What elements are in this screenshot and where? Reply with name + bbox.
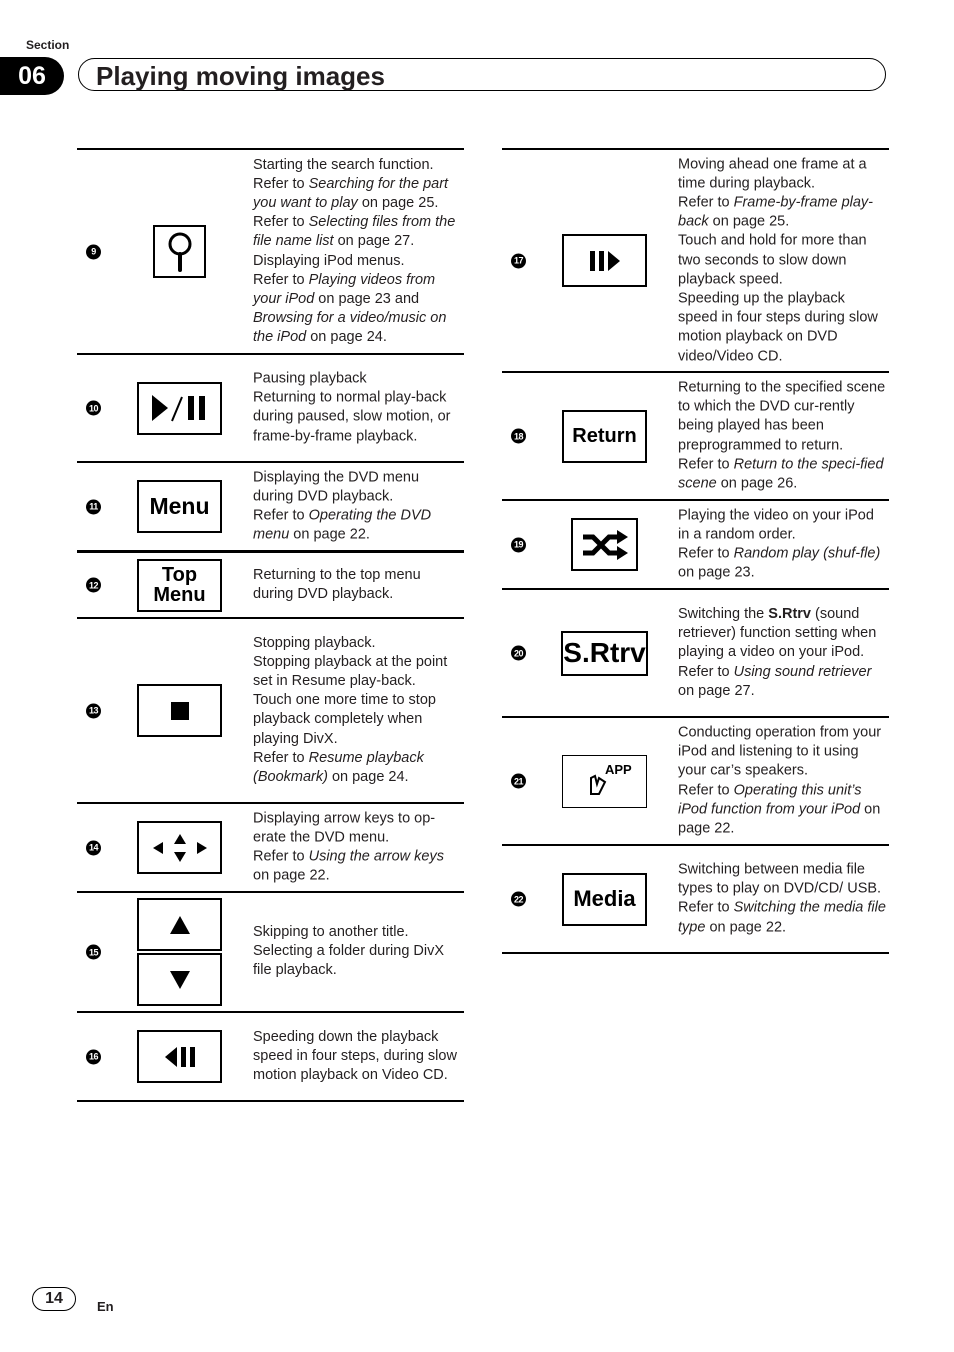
item-number: 21 <box>511 774 526 789</box>
item-number: 16 <box>86 1049 101 1064</box>
menu-button[interactable]: Menu <box>137 480 222 533</box>
slow-reverse-icon[interactable] <box>137 1030 222 1083</box>
item-number: 10 <box>86 401 101 416</box>
item-number: 14 <box>86 840 101 855</box>
page-title: Playing moving images <box>96 61 385 91</box>
row-description: Switching the S.Rtrv (sound retriever) function setting when playing a video on your iPod. Refer to Using sound retriever on page 27. <box>678 605 877 699</box>
media-button[interactable]: Media <box>562 873 647 926</box>
language-label: En <box>97 1299 114 1314</box>
item-number: 12 <box>86 578 101 593</box>
item-number: 22 <box>511 892 526 907</box>
table-row <box>77 550 464 617</box>
table-row <box>502 716 889 844</box>
sound-retriever-button[interactable]: S.Rtrv <box>561 631 647 676</box>
row-description: Skipping to another title. Selecting a folder during DivX file playback. <box>253 924 445 979</box>
row-description: Switching between media file types to play on DVD/CD/ USB. Refer to Switching the media file type on page 22. <box>678 861 886 936</box>
row-description: Displaying arrow keys to op-erate the DVD menu. Refer to Using the arrow keys on page 22. <box>253 810 444 884</box>
row-description: Returning to the top menu during DVD playback. <box>253 566 421 602</box>
stop-icon[interactable] <box>137 684 222 737</box>
row-description: Playing the video on your iPod in a random order. Refer to Random play (shuf-fle) on page 23. <box>678 507 881 581</box>
row-description: Starting the search function. Refer to Searching for the part you want to play on page 25. Refer to Selecting files from the file name list on page 27. Displaying iPod menus. Refer to Playing videos from your iPod on page 23 and Browsing for a video/music on the iPod on page 24. <box>253 156 456 346</box>
section-label: Section <box>26 38 70 52</box>
row-description: Stopping playback. Stopping playback at the point set in Resume play-back. Touch one more time to stop playback completely when playing DivX. Refer to Resume playback (Bookmark) on page 24. <box>253 634 448 786</box>
row-description: Displaying the DVD menu during DVD playback. Refer to Operating the DVD menu on page 22. <box>253 469 432 543</box>
table-row <box>77 1011 464 1102</box>
left-column <box>77 148 464 1102</box>
row-description: Speeding down the playback speed in four steps, during slow motion playback on Video CD. <box>253 1028 457 1084</box>
table-row <box>502 148 889 371</box>
item-number: 18 <box>511 429 526 444</box>
table-row <box>502 371 889 499</box>
row-description: Conducting operation from your iPod and listening to it using your car’s speakers. Refer to Operating this unit’s iPod function from your iPod on page 22. <box>678 724 882 837</box>
top-menu-button[interactable] <box>137 559 222 612</box>
search-icon[interactable] <box>153 225 206 278</box>
item-number: 13 <box>86 703 101 718</box>
table-row <box>77 617 464 802</box>
top-menu-label-2: Menu <box>153 584 206 606</box>
table-row <box>77 461 464 550</box>
table-row <box>77 148 464 353</box>
arrow-keys-icon[interactable] <box>137 821 222 874</box>
app-label: APP <box>605 761 632 777</box>
item-number: 19 <box>511 537 526 552</box>
up-arrow-button[interactable] <box>137 898 222 951</box>
item-number: 9 <box>86 244 101 259</box>
app-icon[interactable] <box>562 755 647 808</box>
slow-forward-icon[interactable] <box>562 234 647 287</box>
play-pause-icon[interactable] <box>137 382 222 435</box>
table-row <box>77 891 464 1011</box>
item-number: 11 <box>86 499 101 514</box>
top-menu-label-1: Top <box>161 564 198 586</box>
item-number: 17 <box>511 253 526 268</box>
page-number: 14 <box>32 1287 76 1311</box>
right-column <box>502 148 889 954</box>
shuffle-icon[interactable] <box>571 518 638 571</box>
table-row <box>502 588 889 716</box>
table-row <box>77 353 464 461</box>
row-description: Moving ahead one frame at a time during playback. Refer to Frame-by-frame play-back on page 25. Touch and hold for more than two seconds to slow down playback speed. Speeding up the playback speed in four steps during slow motion playback on DVD video/Video CD. <box>678 155 878 364</box>
row-description: Pausing playback Returning to normal play-back during paused, slow motion, or frame-by-frame playback. <box>253 370 451 445</box>
down-arrow-button[interactable] <box>137 953 222 1006</box>
table-row <box>502 844 889 954</box>
item-number: 15 <box>86 945 101 960</box>
table-row <box>77 802 464 891</box>
section-number: 06 <box>0 57 64 95</box>
table-row <box>502 499 889 588</box>
return-button[interactable]: Return <box>562 410 647 463</box>
item-number: 20 <box>511 646 526 661</box>
row-description: Returning to the specified scene to which the DVD cur-rently being played has been preprogrammed to return. Refer to Return to the speci-fied scene on page 26. <box>678 379 886 492</box>
